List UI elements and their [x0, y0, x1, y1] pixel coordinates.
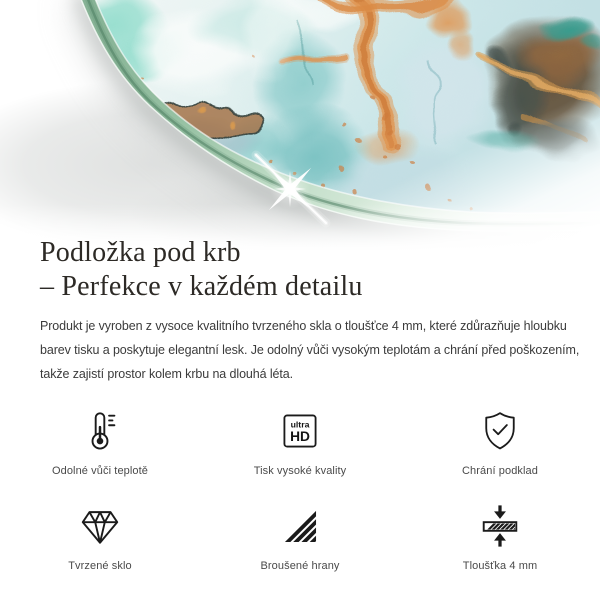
title-line-2: – Perfekce v každém detailu — [40, 271, 363, 302]
ultra-hd-icon — [278, 408, 322, 454]
feature-label: Tvrzené sklo — [68, 560, 132, 572]
feature-item-polished-edges — [200, 503, 400, 572]
feature-item-heat-resistant — [0, 408, 200, 477]
shield-check-icon — [478, 408, 522, 454]
svg-text:HD: HD — [290, 429, 310, 445]
title-line-1: Podložka pod krb — [40, 237, 241, 268]
description-line: barev tisku a poskytuje elegantní lesk. Je odolný vůči vysokým teplotám a chrání před poškozením, — [40, 343, 580, 357]
feature-item-print-quality — [200, 408, 400, 477]
feature-item-thickness — [400, 503, 600, 572]
feature-label: Chrání podklad — [461, 465, 538, 477]
thickness-icon — [477, 503, 523, 549]
feature-item-protects-surface — [400, 408, 600, 477]
feature-label: Odolné vůči teplotě — [51, 465, 149, 477]
feature-label: Tisk vysoké kvality — [253, 465, 347, 477]
svg-text:ultra: ultra — [290, 419, 310, 430]
hero-product-image — [0, 0, 600, 234]
thermometer-icon — [77, 408, 123, 454]
features-grid — [0, 408, 600, 572]
product-description — [40, 314, 580, 386]
feature-item-tempered-glass — [0, 503, 200, 572]
description-line: takže zajistí prostor kolem krbu na dlouhá léta. — [40, 367, 293, 381]
feature-label: Broušené hrany — [260, 560, 340, 572]
glass-pad-image — [0, 0, 600, 256]
page-title — [40, 236, 560, 304]
bottom-fade — [0, 0, 600, 256]
diamond-icon — [77, 503, 123, 549]
feature-label: Tloušťka 4 mm — [462, 560, 538, 572]
description-line: Produkt je vyroben z vysoce kvalitního tvrzeného skla o tloušťce 4 mm, které zdůrazňuje hloubku — [40, 319, 567, 333]
polished-edges-icon — [278, 503, 322, 549]
